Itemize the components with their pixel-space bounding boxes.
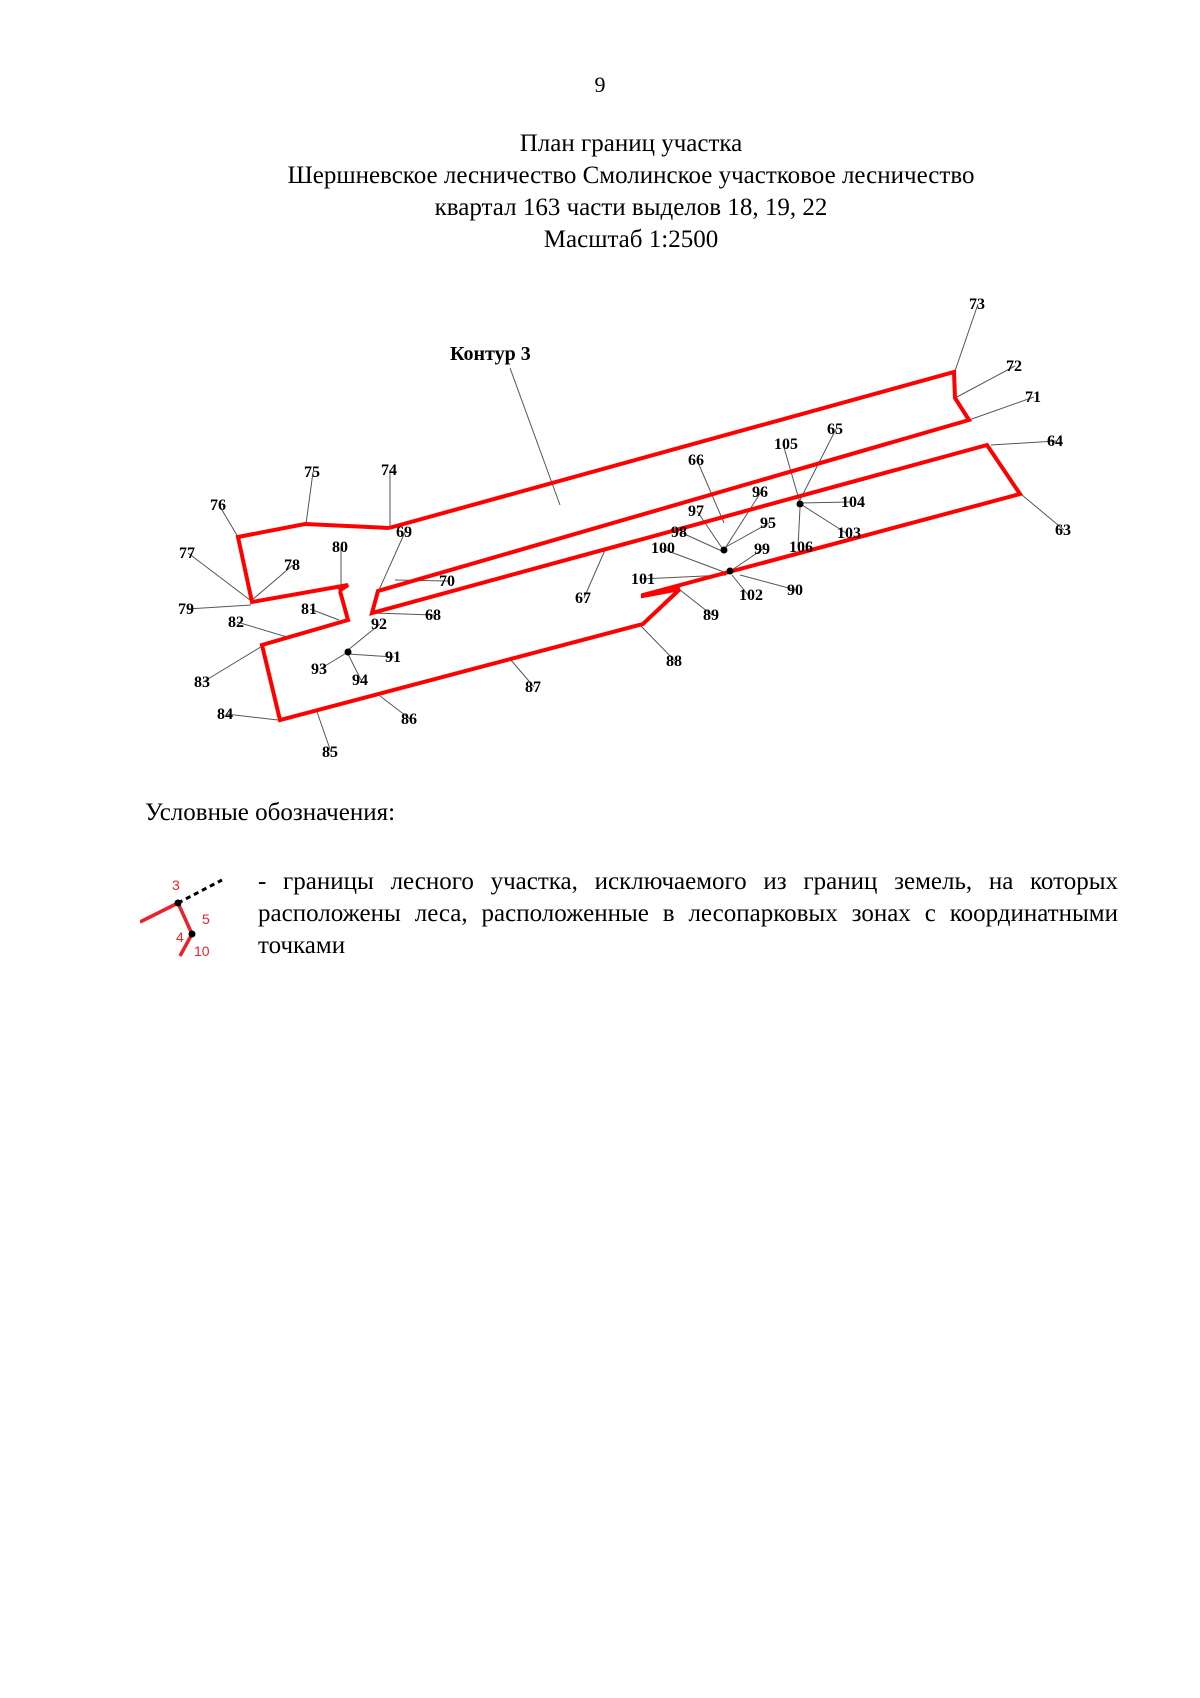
leader-line-77 — [188, 553, 250, 600]
point-label-102: 102 — [739, 587, 763, 604]
point-label-106: 106 — [789, 539, 813, 556]
point-label-69: 69 — [396, 524, 412, 541]
legend-icon-label-10: 10 — [194, 943, 210, 959]
legend-icon-label-5: 5 — [202, 911, 210, 927]
point-label-99: 99 — [754, 541, 770, 558]
leader-line-79 — [187, 605, 251, 609]
leader-line-83 — [203, 645, 264, 682]
legend-icon-label-4: 4 — [176, 929, 184, 945]
plan-title: План границ участка — [519, 130, 743, 157]
point-label-89: 89 — [703, 607, 719, 624]
point-label-90: 90 — [787, 582, 803, 599]
point-label-68: 68 — [425, 607, 441, 624]
point-label-101: 101 — [631, 571, 655, 588]
vertex-marker — [721, 547, 728, 554]
point-label-98: 98 — [671, 524, 687, 541]
boundary-plan — [0, 270, 1200, 770]
point-label-95: 95 — [760, 515, 776, 532]
point-label-96: 96 — [752, 484, 768, 501]
point-label-80: 80 — [332, 539, 348, 556]
boundary-legend-icon — [140, 870, 230, 960]
point-label-75: 75 — [304, 464, 320, 481]
vertex-marker — [345, 649, 352, 656]
point-label-97: 97 — [688, 503, 704, 520]
point-label-85: 85 — [322, 744, 338, 761]
point-label-84: 84 — [217, 706, 233, 723]
point-label-66: 66 — [688, 452, 704, 469]
point-label-92: 92 — [371, 616, 387, 633]
legend-icon-label-3: 3 — [172, 877, 180, 893]
point-label-91: 91 — [385, 649, 401, 666]
vertex-marker — [797, 501, 804, 508]
point-label-72: 72 — [1006, 358, 1022, 375]
point-label-71: 71 — [1025, 389, 1041, 406]
point-label-77: 77 — [179, 545, 195, 562]
point-label-88: 88 — [666, 653, 682, 670]
point-label-104: 104 — [841, 494, 865, 511]
forestry-name: Шершневское лесничество Смолинское участковое лесничество — [287, 162, 975, 189]
leader-line-82 — [237, 622, 287, 637]
boundary-plan-drawing — [0, 270, 1200, 770]
point-label-82: 82 — [228, 614, 244, 631]
legend-heading: Условные обозначения: — [145, 799, 396, 826]
contour-label: Контур 3 — [450, 343, 531, 365]
leader-line-84 — [226, 714, 278, 720]
vertex-marker — [727, 568, 734, 575]
page-number: 9 — [594, 72, 606, 97]
point-label-70: 70 — [439, 573, 455, 590]
boundary-contour-south — [262, 589, 680, 720]
point-label-67: 67 — [575, 590, 591, 607]
legend-description: - границы лесного участка, исключаемого из границ земель, на которых расположены леса, расположенные в лесопарковых зонах с координатными точками — [258, 868, 1118, 959]
quarter-info: квартал 163 части выделов 18, 19, 22 — [434, 194, 828, 221]
point-label-74: 74 — [381, 462, 397, 479]
scale-label: Масштаб 1:2500 — [543, 226, 719, 253]
point-label-103: 103 — [837, 525, 861, 542]
point-label-87: 87 — [525, 679, 541, 696]
point-label-65: 65 — [827, 421, 843, 438]
point-label-105: 105 — [774, 436, 798, 453]
point-label-83: 83 — [194, 674, 210, 691]
point-label-86: 86 — [401, 711, 417, 728]
point-label-100: 100 — [651, 540, 675, 557]
point-label-79: 79 — [178, 601, 194, 618]
point-label-94: 94 — [352, 672, 368, 689]
point-label-63: 63 — [1055, 522, 1071, 539]
boundary-contour-west — [238, 524, 389, 602]
point-label-78: 78 — [284, 557, 300, 574]
leader-line-73 — [955, 304, 978, 371]
point-label-93: 93 — [311, 661, 327, 678]
point-label-64: 64 — [1047, 433, 1063, 450]
point-label-76: 76 — [210, 497, 226, 514]
plan-title-block — [0, 128, 1200, 256]
point-label-81: 81 — [301, 601, 317, 618]
point-label-73: 73 — [969, 296, 985, 313]
